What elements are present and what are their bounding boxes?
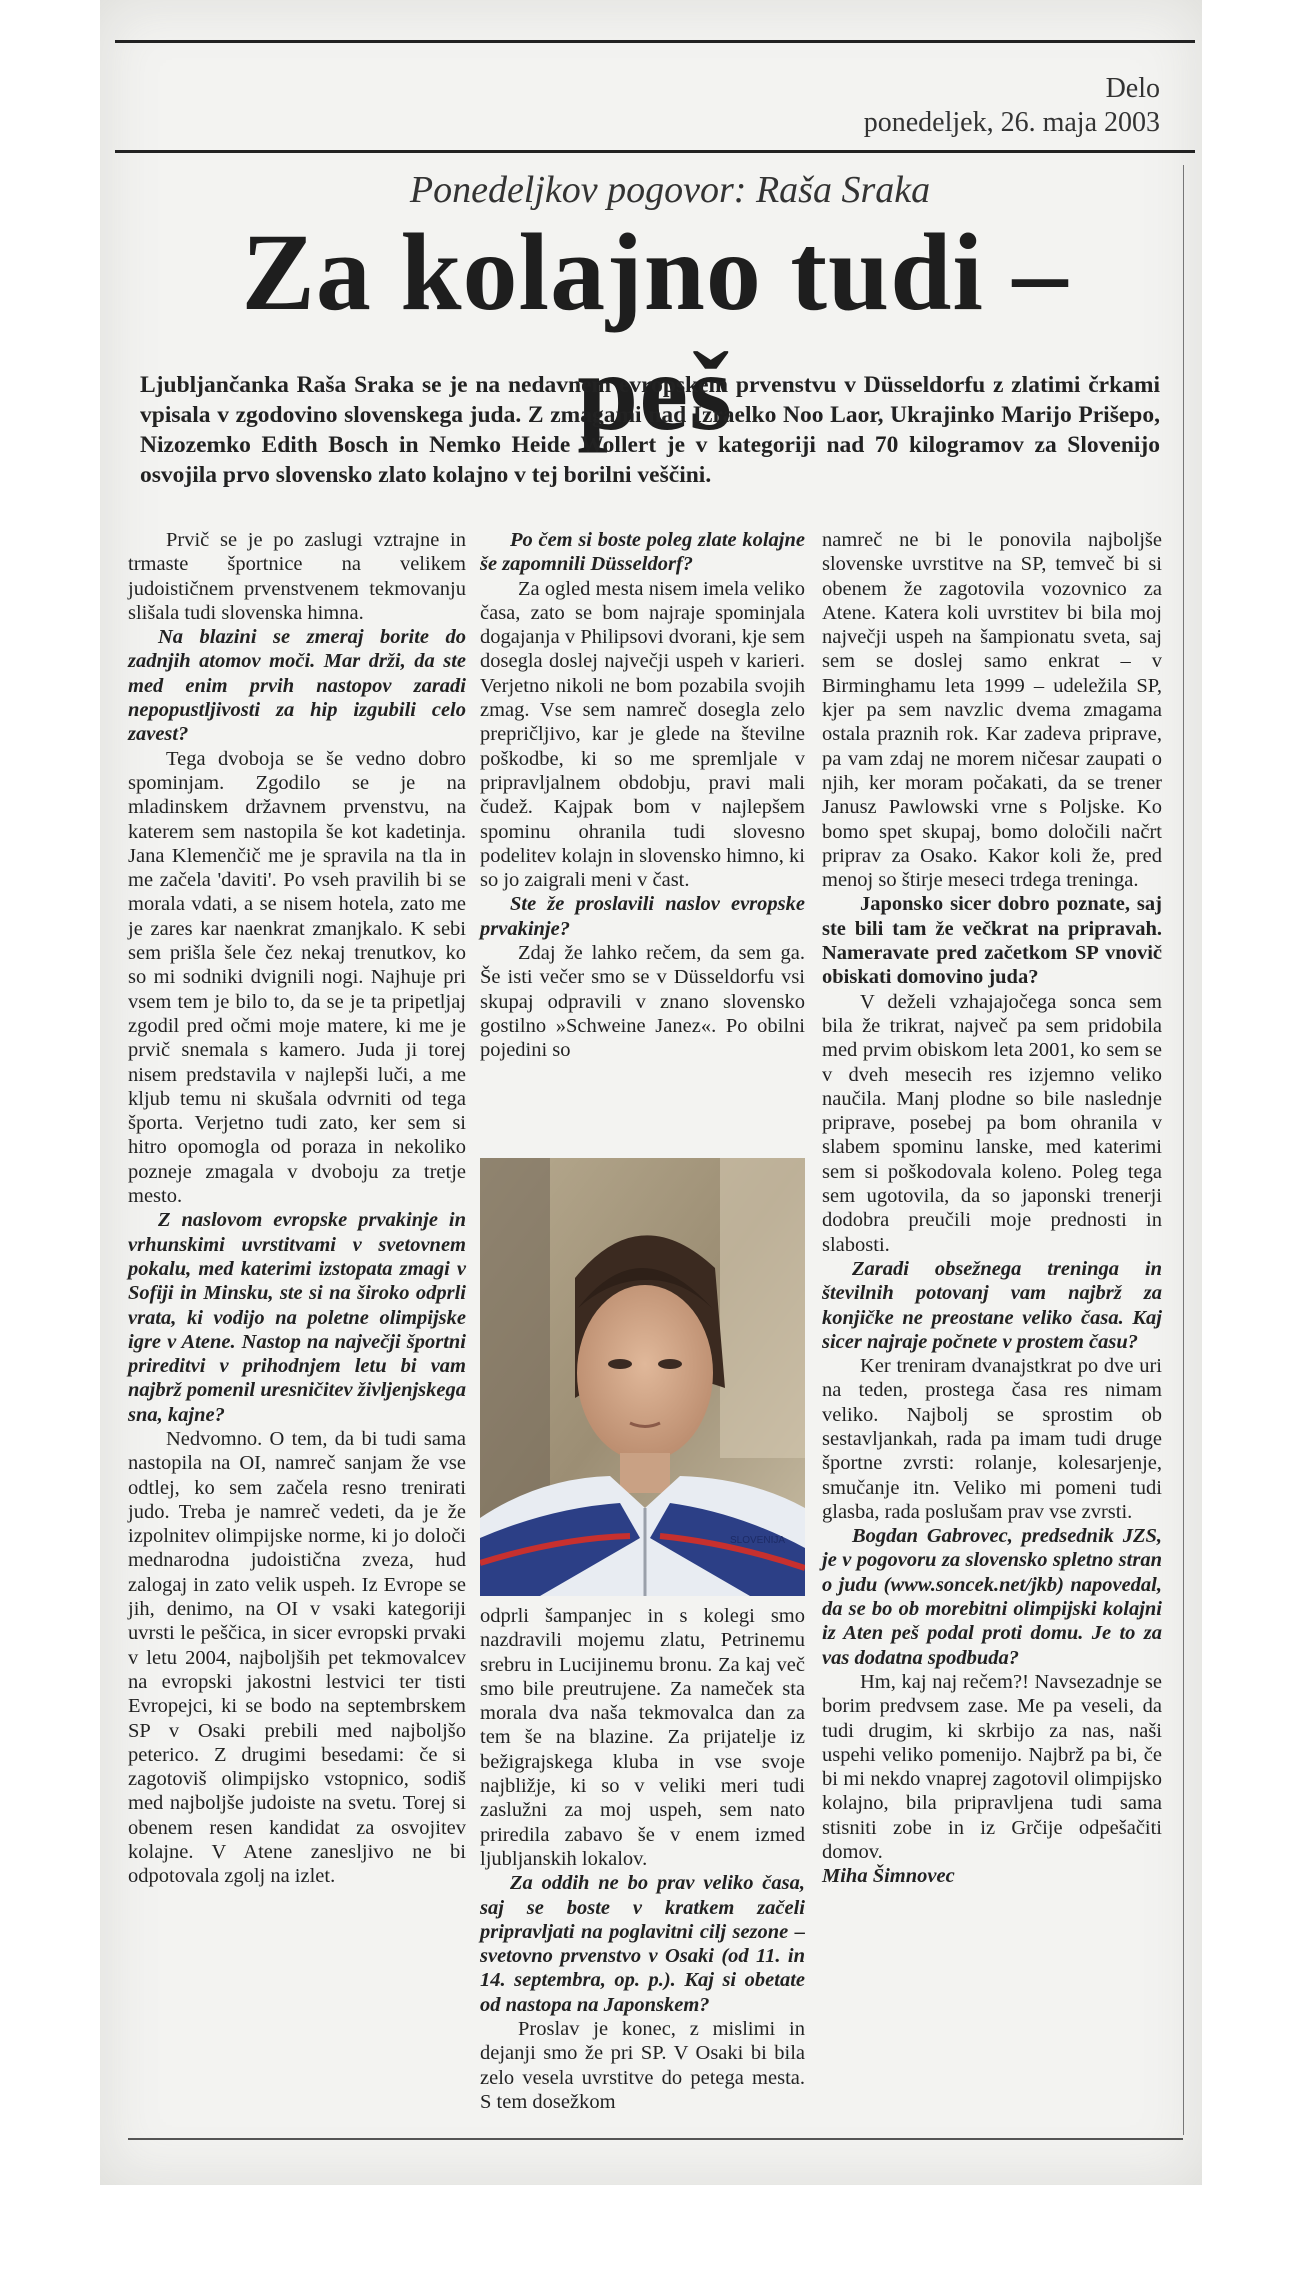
interview-question: Zaradi obsežnega treninga in številnih potovanj vam najbrž za konjičke ne preostane veliko časa. Kaj sicer najraje počnete v prostem času? bbox=[822, 1257, 1162, 1353]
body-paragraph: Tega dvoboja se še vedno dobro spominjam. Zgodilo se je na mladinskem državnem prvenstvu, na katerem sem nastopila še kot kadetinja. Jana Klemenčič me je spravila na tla in me začela 'daviti'. Po vseh pravilih bi se morala vdati, a se nisem hotela, zato me je zares kar naenkrat zmanjkalo. K sebi sem prišla šele čez nekaj trenutkov, ko so mi sodniki dvignili nogi. Najhuje pri vsem tem je bilo to, da se je ta pripetljaj zgodil pred očmi moje matere, ki me je prvič snemala s kamero. Juda ji torej nisem predstavila v najlepši luči, a me kljub temu ni skušala odvrniti od tega športa. Verjetno tudi zato, ker sem si hitro opomogla od poraza in nekoliko pozneje zmagala v dvoboju za tretje mesto. bbox=[128, 747, 466, 1208]
column-2-bottom bbox=[480, 1604, 805, 2114]
body-paragraph: Nedvomno. O tem, da bi tudi sama nastopila na OI, namreč sanjam že vse odtlej, ko sem začela resno trenirati judo. Treba je namreč vedeti, da je že izpolnitev olimpijske norme, ki jo določi mednarodna judoistična zveza, hud zalogaj in zato velik uspeh. Iz Evrope se jih, denimo, na OI v vsaki kategoriji uvrsti le peščica, in sicer evropski prvaki v letu 2004, najboljših pet tekmovalcev na evropski jakostni lestvici ter tisti Evropejci, ki se bodo na septembrskem SP v Osaki prebili med najboljšo peterico. Z drugimi besedami: če si zagotoviš olimpijsko vstopnico, sodiš med najboljše judoiste na svetu. Torej si obenem resen kandidat za osvojitev kolajne. V Atene zanesljivo ne bi odpotovala zgolj na izlet. bbox=[128, 1427, 466, 1888]
column-1 bbox=[128, 528, 466, 1889]
interview-question: Za oddih ne bo prav veliko časa, saj se boste v kratkem začeli pripravljati na poglavitni cilj sezone – svetovno prvenstvo v Osaki (od 11. in 14. septembra, op. p.). Kaj si obetate od nastopa na Japonskem? bbox=[480, 1872, 805, 2016]
author-signature: Miha Šimnovec bbox=[822, 1865, 955, 1888]
article-kicker: Ponedeljkov pogovor: Raša Sraka bbox=[409, 169, 931, 211]
interview-question: Na blazini se zmeraj borite do zadnjih atomov moči. Mar drži, da ste med enim prvih nastopov zaradi nepopustljivosti za hip izgubili celo zavest? bbox=[128, 626, 466, 746]
publication-date: ponedeljek, 26. maja 2003 bbox=[863, 107, 1160, 138]
bottom-rule bbox=[128, 2138, 1183, 2140]
top-rule bbox=[115, 40, 1195, 43]
body-paragraph-continued: namreč ne bi le ponovila najboljše slovenske uvrstitve na SP, temveč bi si obenem že zagotovila vozovnico za Atene. Katera koli uvrstitev bi bila moj največji uspeh na šampionatu sveta, saj sem se doslej samo enkrat – v Birminghamu leta 1999 – udeležila SP, kjer pa sem navzlic dvema zmagama ostala praznih rok. Kar zadeva priprave, pa vam zdaj ne morem ničesar zaupati o njih, ker moram počakati, da se trener Janusz Pawlowski vrne s Poljske. Ko bomo spet skupaj, bomo določili načrt priprav za Osako. Kakor koli že, pred menoj so štirje meseci trdega treninga. bbox=[822, 529, 1162, 892]
body-paragraph: Zdaj že lahko rečem, da sem ga. Še isti večer smo se v Düsseldorfu vsi skupaj odpravili v znano slovensko gostilno »Schweine Janez«. Po obilni pojedini so bbox=[480, 942, 805, 1062]
article-lead: Ljubljančanka Raša Sraka se je na nedavnem evropskem prvenstvu v Düsseldorfu z zlatimi črkami vpisala v zgodovino slovenskega juda. Z zmagami nad Izraelko Noo Laor, Ukrajinko Marijo Prišepo, Nizozemko Edith Bosch in Nemko Heide Wollert je v kategoriji nad 70 kilogramov za Slovenijo osvojila prvo slovensko zlato kolajno v tej borilni veščini. bbox=[140, 372, 1160, 488]
interview-question: Bogdan Gabrovec, predsednik JZS, je v pogovoru za slovensko spletno stran o judu (www.soncek.net/jkb) napovedal, da se bo ob morebitni olimpijski kolajni iz Aten peš podal proti domu. Je to za vas dodatna spodbuda? bbox=[822, 1525, 1162, 1669]
column-3 bbox=[822, 528, 1162, 1889]
body-paragraph-continued: odprli šampanjec in s kolegi smo nazdravili mojemu zlatu, Petrinemu srebru in Lucijinemu bronu. Za kaj več smo bile preutrujene. Za nameček sta morala dva naša tekmovalca dan za tem še na blazine. Za prijatelje iz bežigrajskega kluba in vse svoje najbližje, ki so v veliki meri tudi zaslužni za moj uspeh, sem nato priredila zabavo še v enem izmed ljubljanskih lokalov. bbox=[480, 1605, 805, 1870]
body-paragraph: Za ogled mesta nisem imela veliko časa, zato se bom najraje spominjala dogajanja v Philipsovi dvorani, kje sem dosegla doslej največji uspeh v karieri. Verjetno nikoli ne bom pozabila svojih zmag. Vse sem namreč dosegla zelo prepričljivo, kar je glede na številne poškodbe, ki so me spremljale v pripravljalnem obdobju, pravi mali čudež. Kajpak bom v najlepšem spominu ohranila tudi slovesno podelitev kolajn in slovensko himno, ki so jo zaigrali meni v čast. bbox=[480, 577, 805, 892]
body-paragraph: Ker treniram dvanajstkrat po dve uri na teden, prostega časa res nimam veliko. Najbolj se sprostim ob sestavljankah, rada pa imam tudi druge športne zvrsti: rolanje, kolesarjenje, smučanje itn. Veliko mi pomeni tudi glasba, rada poslušam prav vse zvrsti. bbox=[822, 1355, 1162, 1523]
column-2-top bbox=[480, 528, 805, 1063]
body-paragraph: Prvič se je po zaslugi vztrajne in trmaste športnice na velikem judoističnem prvenstvenem tekmovanju slišala tudi slovenska himna. bbox=[128, 529, 466, 624]
interview-question: Po čem si boste poleg zlate kolajne še zapomnili Düsseldorf? bbox=[480, 529, 805, 576]
jacket-print: SLOVENIJA bbox=[730, 1535, 786, 1546]
masthead-rule bbox=[115, 150, 1195, 153]
interview-question: Japonsko sicer dobro poznate, saj ste bili tam že večkrat na pripravah. Nameravate pred začetkom SP vnovič obiskati domovino juda? bbox=[822, 893, 1162, 989]
right-edge-rule bbox=[1183, 165, 1184, 2135]
portrait-photo bbox=[480, 1158, 805, 1596]
publication-name: Delo bbox=[1105, 73, 1160, 104]
body-paragraph: Proslav je konec, z mislimi in dejanji smo že pri SP. V Osaki bi bila zelo vesela uvrstitve do petega mesta. S tem dosežkom bbox=[480, 2018, 805, 2113]
body-paragraph: Hm, kaj naj rečem?! Navsezadnje se borim predvsem zase. Me pa veseli, da tudi drugim, ki skrbijo za nas, naši uspehi veliko pomenijo. Najbrž pa bi, če bi mi nekdo vnaprej zagotovil olimpijsko kolajno, bila pripravljena tudi sama stisniti zobe in iz Grčije odpešačiti domov. bbox=[822, 1670, 1162, 1864]
body-paragraph: V deželi vzhajajočega sonca sem bila že trikrat, največ pa sem pridobila med prvim obiskom leta 2001, ko sem se v dveh mesecih res izjemno veliko naučila. Manj plodne so bile naslednje priprave, posebej pa bom ohranila v slabem spominu lanske, med katerimi sem si poškodovala koleno. Poleg tega sem ugotovila, da so japonski trenerji dodobra preučili moje prednosti in slabosti. bbox=[822, 990, 1162, 1256]
article-headline: Za kolajno tudi – peš bbox=[241, 211, 1069, 453]
interview-question: Ste že proslavili naslov evropske prvakinje? bbox=[480, 893, 805, 940]
interview-question: Z naslovom evropske prvakinje in vrhunskimi uvrstitvami v svetovnem pokalu, med katerimi izstopata zmagi v Sofiji in Minsku, ste si na široko odprli vrata, ki vodijo na poletne olimpijske igre v Atene. Nastop na največji športni prireditvi v prihodnjem letu bi vam najbrž pomenil uresničitev življenjskega sna, kajne? bbox=[128, 1209, 466, 1426]
